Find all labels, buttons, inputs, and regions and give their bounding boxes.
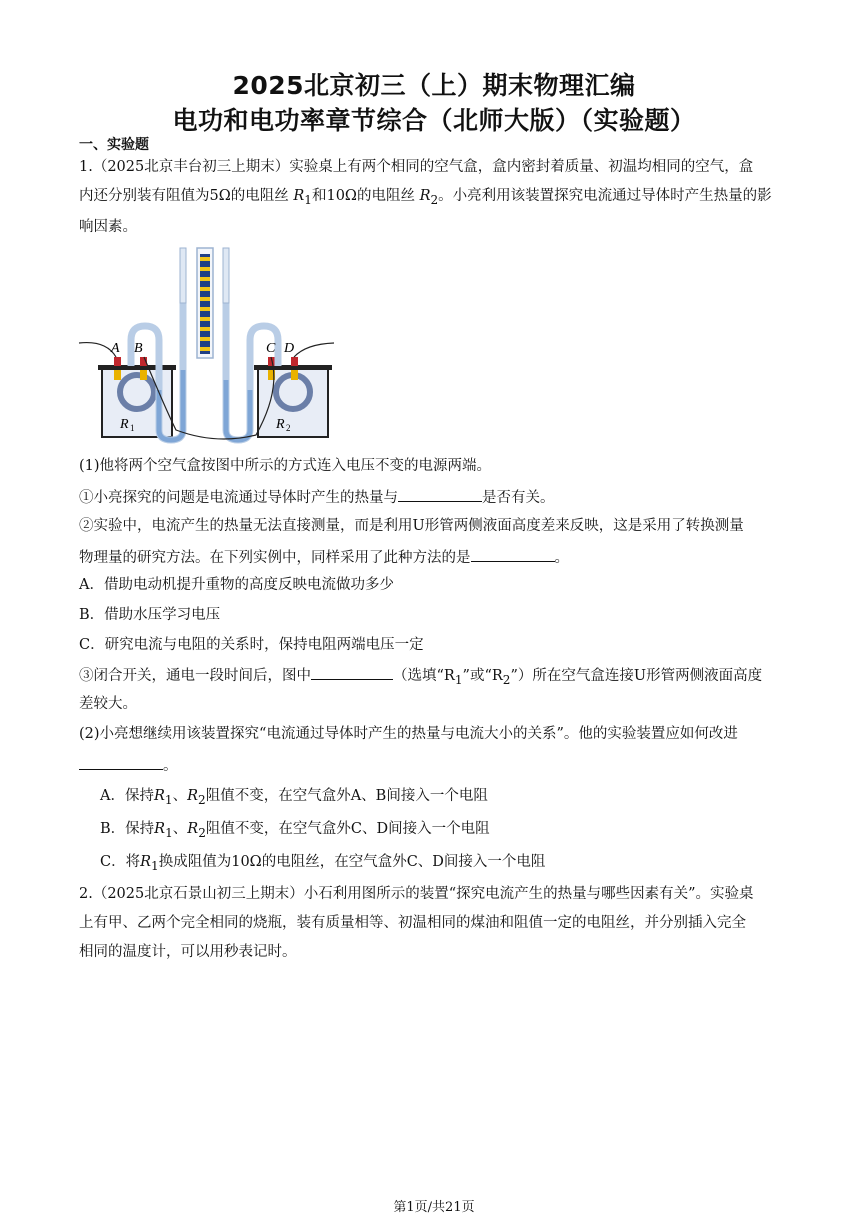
sa-text: A．保持 (100, 788, 154, 804)
q1-line-2 (79, 186, 772, 210)
r1-subscript: 1 (304, 192, 312, 207)
sb-sep: 、 (172, 821, 188, 837)
r2-symbol: R (419, 188, 431, 204)
q2-line-2: 上有甲、乙两个完全相同的烧瓶，装有质量相等、初温相同的煤油和阻值一定的电阻丝，并分别插入完全 (79, 915, 746, 931)
sb-r1-sub: 1 (165, 825, 173, 840)
q1-c2c: 。 (554, 550, 569, 566)
label-r2: R (276, 417, 285, 432)
q1-c3b-sub: 1 (454, 672, 463, 687)
q1-p2end: 。 (163, 758, 178, 774)
q1-line-2c: 。小亮利用该装置探究电流通过导体时产生热量的影 (438, 188, 772, 204)
q1-c3d: ”）所在空气盒连接U形管两侧液面高度 (510, 668, 763, 684)
left-box-lid (98, 365, 176, 370)
sb-r2-sub: 2 (198, 825, 206, 840)
q1-c3e: 差较大。 (79, 696, 137, 712)
q1-c2a: ②实验中，电流产生的热量无法直接测量，而是利用U形管两侧液面高度差来反映，这是采用了转换测量 (79, 518, 744, 534)
label-d: D (284, 341, 295, 356)
sc-rest: 换成阻值为10Ω的电阻丝，在空气盒外C、D间接入一个电阻 (158, 854, 546, 870)
page-footer: 第1页/共21页 (393, 1200, 475, 1215)
label-r1-sub: 1 (130, 423, 135, 433)
sc-r1-sub: 1 (151, 858, 159, 873)
sb-r2: R (187, 821, 199, 837)
q1-part2: (2)小亮想继续用该装置探究“电流通过导体时产生的热量与电流大小的关系”。他的实验装置应如何改进 (79, 726, 738, 742)
answer-blank-4[interactable] (79, 754, 163, 770)
sa-r1-sub: 1 (164, 792, 173, 807)
q1-c3c-sub: 2 (502, 672, 511, 687)
label-b: B (134, 341, 143, 356)
q1-part1: (1)他将两个空气盒按图中所示的方式连入电压不变的电源两端。 (79, 458, 492, 474)
sa-r1: R (153, 788, 165, 804)
section-heading: 一、实验题 (79, 137, 149, 153)
sc-text: C．将 (100, 854, 141, 870)
option-c: C．研究电流与电阻的关系时，保持电阻两端电压一定 (79, 637, 424, 653)
q1-c3b: （选填“R (393, 668, 455, 684)
doc-subtitle: 电功和电功率章节综合（北师大版）（实验题） (172, 106, 696, 135)
q1-line-2b: 和10Ω的电阻丝 (311, 188, 420, 204)
label-a: A (111, 341, 120, 356)
answer-blank-1[interactable] (398, 486, 482, 502)
sa-rest: 阻值不变，在空气盒外A、B间接入一个电阻 (205, 788, 488, 804)
option-a: A．借助电动机提升重物的高度反映电流做功多少 (79, 577, 394, 593)
q1-c3a: ③闭合开关，通电一段时间后，图中 (79, 668, 311, 684)
terminal-a (114, 357, 121, 366)
r2-subscript: 2 (430, 192, 439, 207)
label-c: C (266, 341, 276, 356)
wire-d (294, 343, 334, 357)
sb-r1: R (154, 821, 166, 837)
sc-r1: R (140, 854, 152, 870)
q1-c1 (79, 486, 555, 508)
q1-c1a: ①小亮探究的问题是电流通过导体时产生的热量与 (79, 490, 398, 506)
answer-blank-2[interactable] (471, 546, 555, 562)
sb-rest: 阻值不变，在空气盒外C、D间接入一个电阻 (205, 821, 490, 837)
q1-c2b (79, 546, 569, 568)
q1-c3 (79, 664, 762, 690)
sub-option-c (100, 852, 545, 876)
doc-title: 2025北京初三（上）期末物理汇编 (232, 71, 636, 100)
q1-part2-blank-line (79, 754, 178, 776)
sub-option-a (100, 786, 488, 810)
q1-line-1: 1.（2025北京丰台初三上期末）实验桌上有两个相同的空气盒，盒内密封着质量、初温均相同的空气，盒 (79, 159, 754, 175)
q1-line-2a: 内还分别装有阻值为5Ω的电阻丝 (79, 188, 294, 204)
sub-option-b (100, 819, 490, 843)
r1-symbol: R (293, 188, 305, 204)
terminal-d (291, 357, 298, 366)
sb-text: B．保持 (100, 821, 155, 837)
label-r1: R (120, 417, 129, 432)
option-b: B．借助水压学习电压 (79, 607, 221, 623)
sa-sep: 、 (172, 788, 188, 804)
apparatus-figure (76, 240, 336, 445)
q2-line-3: 相同的温度计，可以用秒表记时。 (79, 944, 297, 960)
q1-c3c: ”或“R (462, 668, 503, 684)
sa-r2-sub: 2 (198, 792, 206, 807)
q1-c1b: 是否有关。 (482, 490, 555, 506)
label-r2-sub: 2 (286, 423, 291, 433)
q1-c2b-text: 物理量的研究方法。在下列实例中，同样采用了此种方法的是 (79, 550, 471, 566)
answer-blank-3[interactable] (311, 664, 393, 680)
sa-r2: R (187, 788, 199, 804)
q1-line-3: 响因素。 (79, 219, 137, 235)
q2-line-1: 2.（2025北京石景山初三上期末）小石利用图所示的装置“探究电流产生的热量与哪些因素有关”。实验桌 (79, 886, 754, 902)
